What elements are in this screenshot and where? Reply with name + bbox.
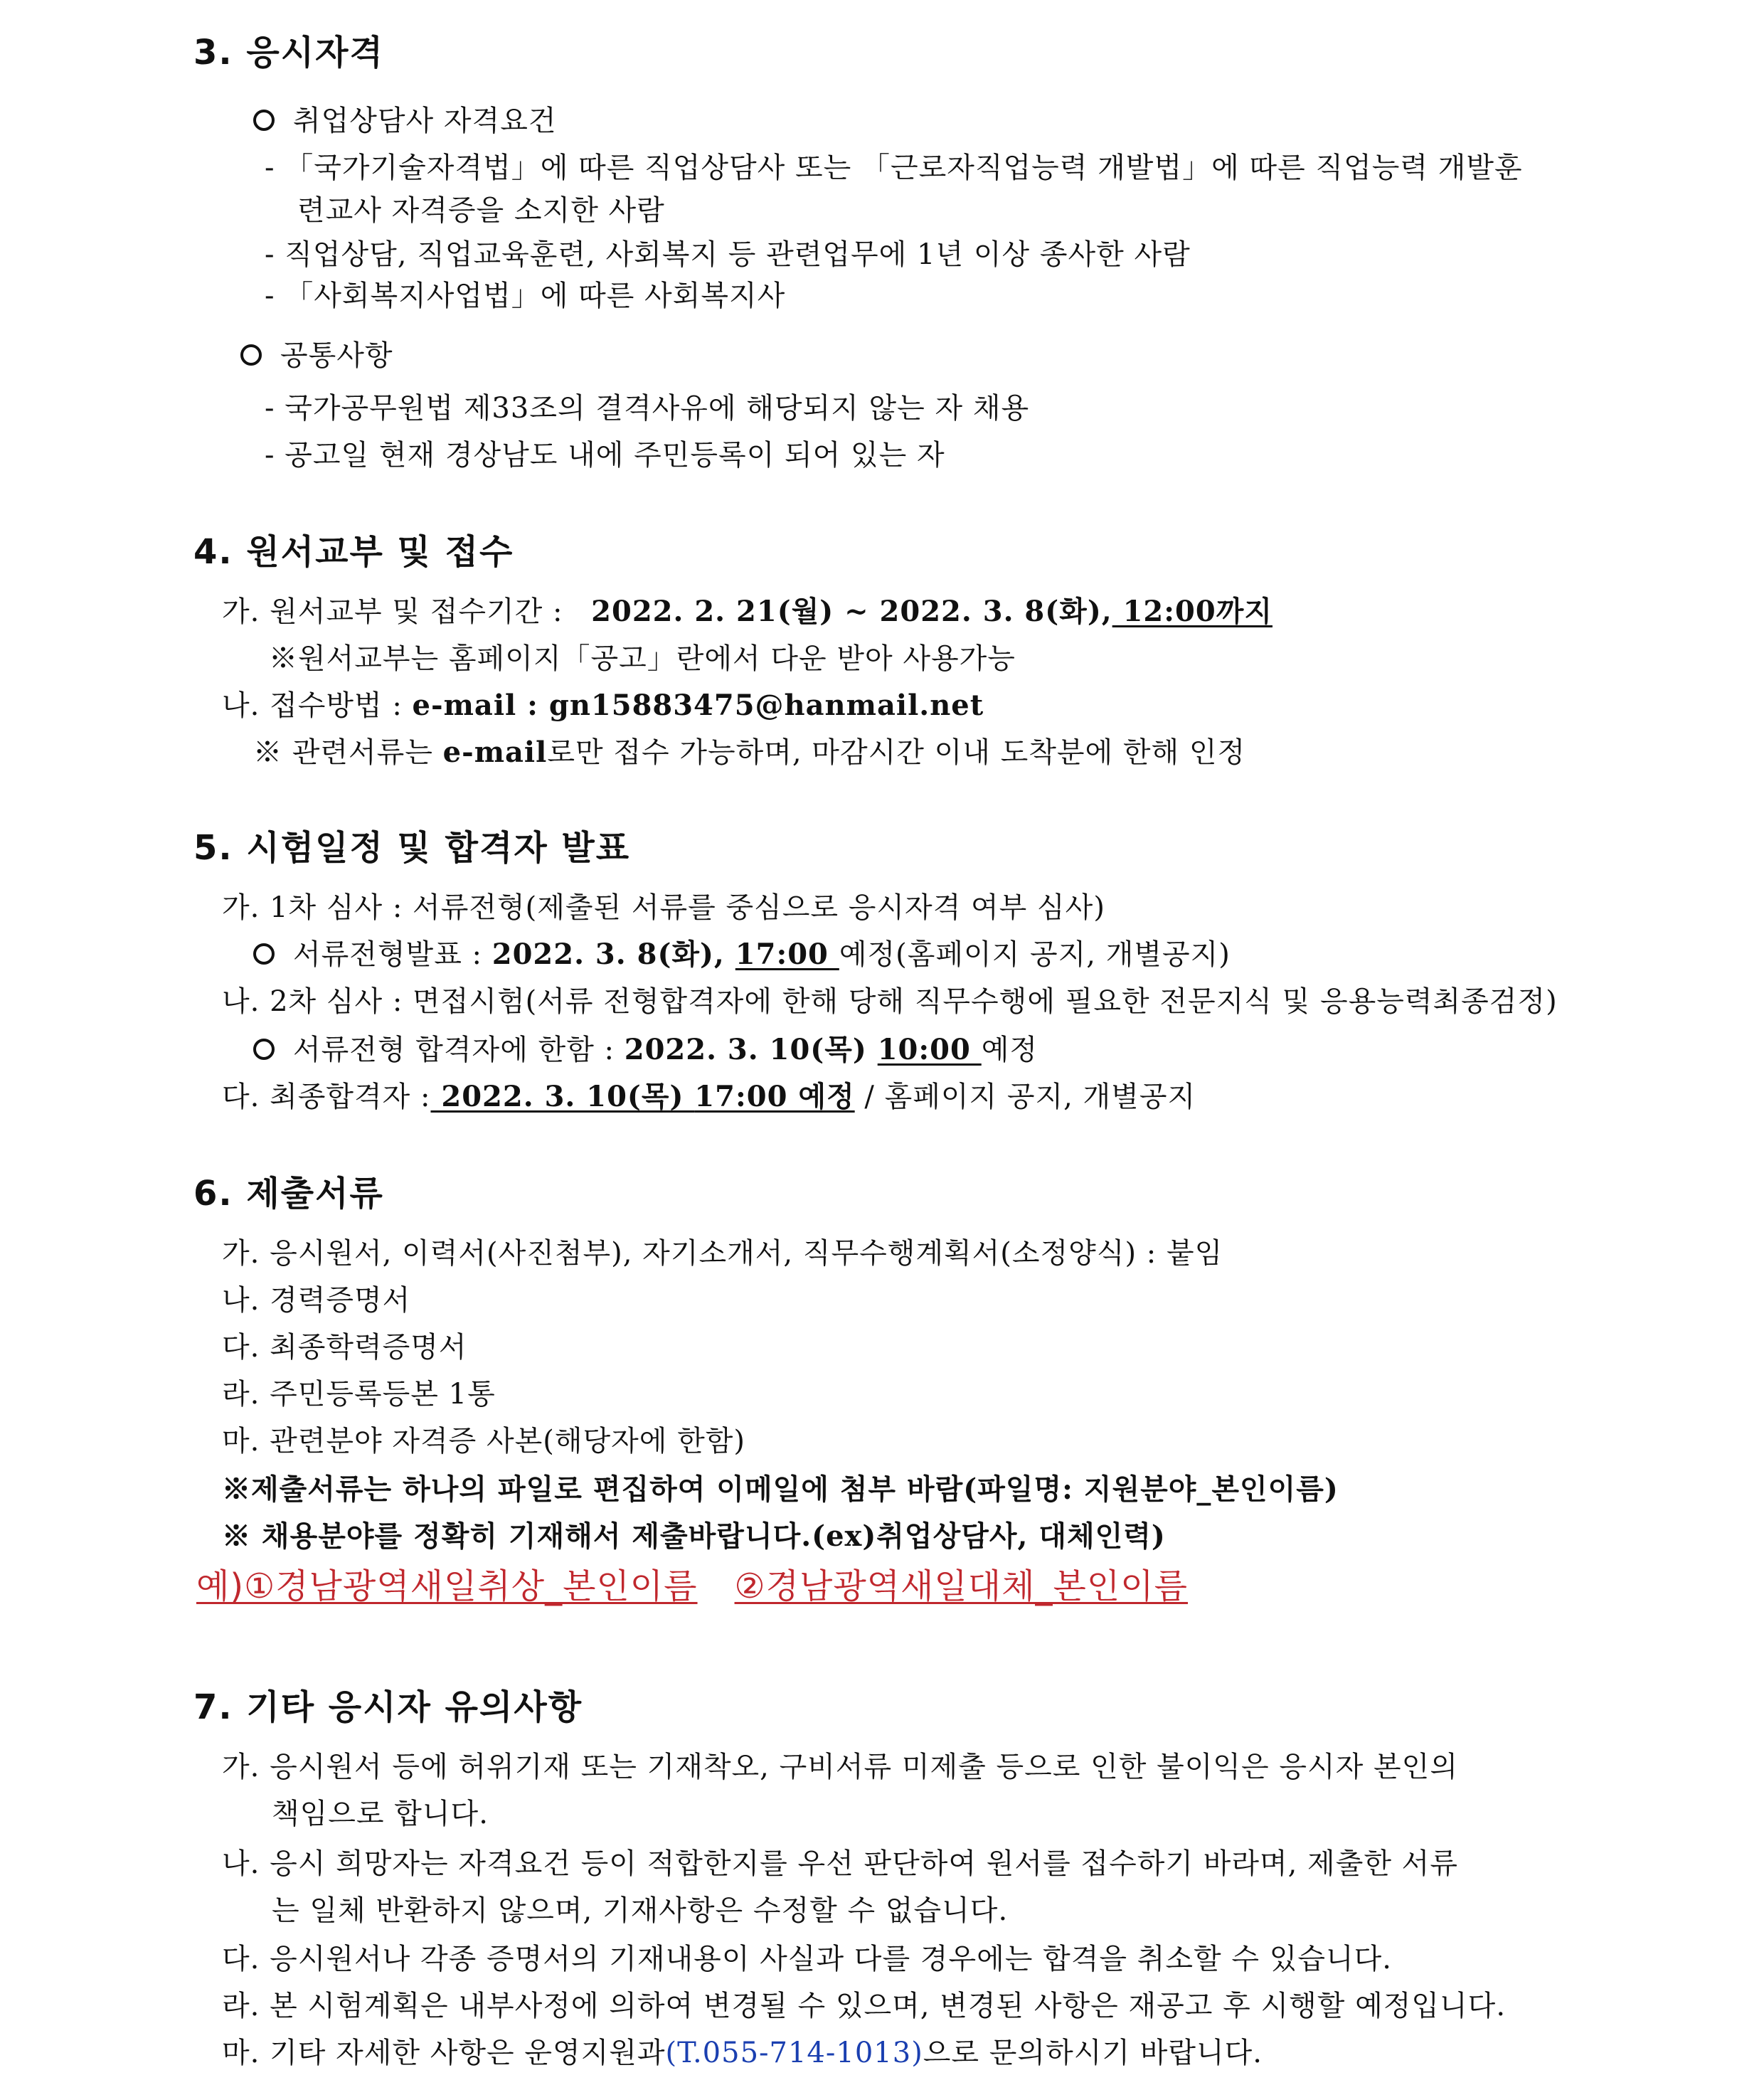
s3-a1-line2: 련교사 자격증을 소지한 사람 [297,194,665,227]
s7-ga-line1: 가. 응시원서 등에 허위기재 또는 기재착오, 구비서류 미제출 등으로 인한 불이익은 응시자 본인의 [222,1751,1458,1783]
s7-ma: 마. 기타 자세한 사항은 운영지원과(T.055-714-1013)으로 문의하시기 바랍니다. [222,2037,1263,2069]
s4-na: 나. 접수방법 : e-mail : gn15883475@hanmail.net [222,689,984,722]
section-4-heading: 4. 원서교부 및 접수 [193,532,514,572]
section-3-heading: 3. 응시자격 [193,33,384,73]
s4-ga: 가. 원서교부 및 접수기간 : 2022. 2. 21(월) ~ 2022. 3. 8(화), 12:00까지 [222,595,1272,628]
s6-item: 다. 최종학력증명서 [222,1331,467,1364]
section-5-heading: 5. 시험일정 및 합격자 발표 [193,828,631,868]
s3-item-b-title: 공통사항 [240,337,393,374]
s3-a2: - 직업상담, 직업교육훈련, 사회복지 등 관련업무에 1년 이상 종사한 사람 [265,238,1191,271]
s6-note-field: ※ 채용분야를 정확히 기재해서 제출바랍니다.(ex)취업상담사, 대체인력) [222,1519,1166,1553]
s3-b2: - 공고일 현재 경상남도 내에 주민등록이 되어 있는 자 [265,439,945,472]
s5-na-sub: 서류전형 합격자에 한함 : 2022. 3. 10(목) 10:00 예정 [253,1031,1038,1068]
s7-na-line2: 는 일체 반환하지 않으며, 기재사항은 수정할 수 없습니다. [272,1894,1009,1927]
circle-bullet-icon [253,943,275,965]
circle-bullet-icon [240,344,262,366]
section-6-heading: 6. 제출서류 [193,1174,384,1214]
s5-ga-sub: 서류전형발표 : 2022. 3. 8(화), 17:00 예정(홈페이지 공지, 개별공지) [253,936,1231,973]
section-7-heading: 7. 기타 응시자 유의사항 [193,1687,583,1727]
s6-item: 가. 응시원서, 이력서(사진첨부), 자기소개서, 직무수행계획서(소정양식) : 붙임 [222,1237,1223,1270]
s6-item: 나. 경력증명서 [222,1284,411,1317]
s4-ga-note: ※원서교부는 홈페이지「공고」란에서 다운 받아 사용가능 [269,642,1016,675]
circle-bullet-icon [253,1039,275,1060]
s3-item-a-title: 취업상담사 자격요건 [253,102,556,139]
s4-na-note: ※ 관련서류는 e-mail로만 접수 가능하며, 마감시간 이내 도착분에 한해 인정 [253,736,1246,769]
s7-na-line1: 나. 응시 희망자는 자격요건 등이 적합한지를 우선 판단하여 원서를 접수하기 바라며, 제출한 서류 [222,1847,1458,1880]
circle-bullet-icon [253,110,275,131]
s3-a3: - 「사회복지사업법」에 따른 사회복지사 [265,280,786,312]
s6-note-file: ※제출서류는 하나의 파일로 편집하여 이메일에 첨부 바람(파일명: 지원분야_본인이름) [222,1473,1339,1506]
s7-ga-line2: 책임으로 합니다. [272,1798,489,1830]
s5-ga: 가. 1차 심사 : 서류전형(제출된 서류를 중심으로 응시자격 여부 심사) [222,891,1105,924]
s7-ra: 라. 본 시험계획은 내부사정에 의하여 변경될 수 있으며, 변경된 사항은 재공고 후 시행할 예정입니다. [222,1990,1507,2022]
s6-filename-examples: 예)①경남광역새일취상_본인이름 ②경남광역새일대체_본인이름 [196,1566,1188,1606]
s5-da: 다. 최종합격자 : 2022. 3. 10(목) 17:00 예정 / 홈페이지 공지, 개별공지 [222,1080,1196,1113]
s3-b1: - 국가공무원법 제33조의 결격사유에 해당되지 않는 자 채용 [265,392,1030,425]
s5-na: 나. 2차 심사 : 면접시험(서류 전형합격자에 한해 당해 직무수행에 필요한 전문지식 및 응용능력최종검정) [222,985,1558,1018]
s6-item: 라. 주민등록등본 1통 [222,1378,496,1411]
s6-item: 마. 관련분야 자격증 사본(해당자에 한함) [222,1425,746,1458]
contact-phone: (T.055-714-1013) [665,2037,923,2069]
s3-a1-line1: - 「국가기술자격법」에 따른 직업상담사 또는 「근로자직업능력 개발법」에 따른 직업능력 개발훈 [265,152,1523,184]
s7-da: 다. 응시원서나 각종 증명서의 기재내용이 사실과 다를 경우에는 합격을 취소할 수 있습니다. [222,1943,1392,1975]
